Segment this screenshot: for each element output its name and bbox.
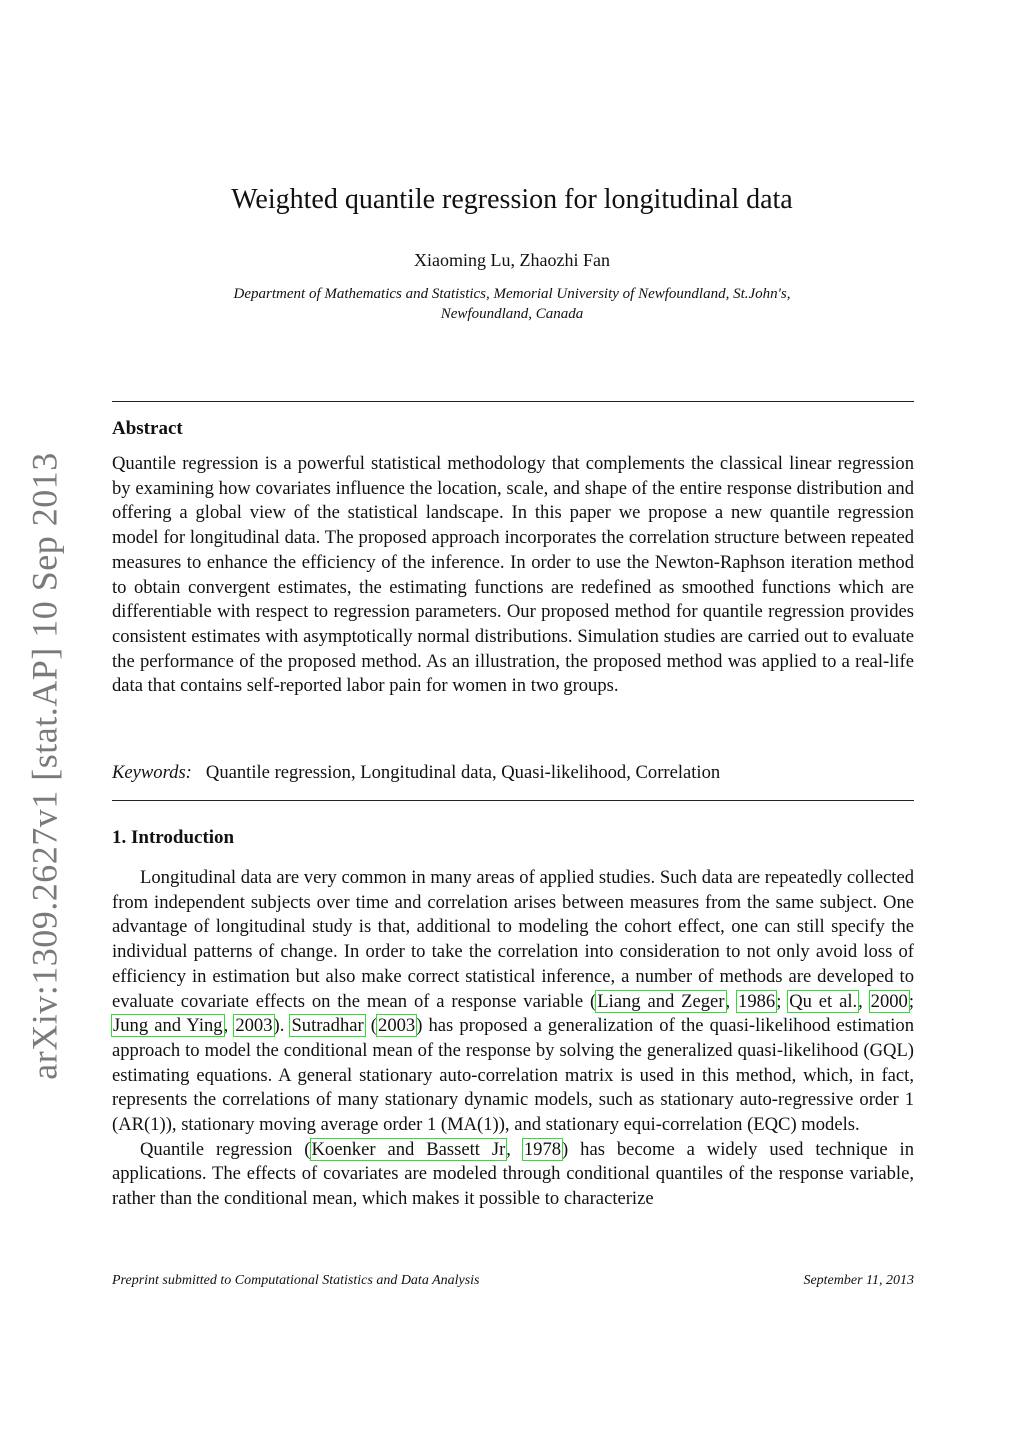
citation-koenker-bassett[interactable]: Koenker and Bassett Jr [311, 1138, 506, 1160]
citation-sutradhar-year[interactable]: 2003 [378, 1015, 416, 1037]
citation-separator: , [223, 1015, 235, 1037]
citation-qu-et-al[interactable]: Qu et al. [789, 990, 858, 1012]
keywords-label: Keywords: [112, 762, 192, 783]
abstract-heading: Abstract [112, 418, 183, 439]
citation-separator: , [858, 990, 870, 1012]
citation-sutradhar[interactable]: Sutradhar [291, 1015, 364, 1037]
citation-separator: ; [908, 990, 915, 1012]
abstract-top-rule [112, 401, 914, 402]
citation-separator: ). [273, 1015, 291, 1037]
introduction-body [112, 866, 914, 1212]
citation-jung-ying[interactable]: Jung and Ying [113, 1015, 223, 1037]
intro-p1-text-a: Longitudinal data are very common in many areas of applied studies. Such data are repeatedly collected from independent subjects over time and correlation arises between measures from the same subject. One advantage of longitudinal study is that, additional to modeling the cohort effect, one can still specify the individual patterns of change. In order to take the correlation into consideration to not only avoid loss of efficiency in estimation but also make correct statistical inference, a number of methods are developed to evaluate covariate effects on the mean of a response variable ( [112, 867, 914, 1012]
keywords-text: Quantile regression, Longitudinal data, Quasi-likelihood, Correlation [205, 762, 721, 783]
arxiv-identifier: arXiv:1309.2627v1 [stat.AP] 10 Sep 2013 [25, 451, 65, 1080]
affiliation [140, 284, 884, 324]
introduction-heading: 1. Introduction [112, 827, 235, 848]
author-list: Xiaoming Lu, Zhaozhi Fan [414, 250, 610, 270]
citation-separator: , [725, 990, 738, 1012]
keywords [112, 761, 914, 786]
citation-jung-ying-year[interactable]: 2003 [235, 1015, 273, 1037]
citation-liang-zeger-year[interactable]: 1986 [738, 990, 776, 1012]
footer-date: September 11, 2013 [803, 1273, 914, 1288]
citation-separator: ( [364, 1015, 378, 1037]
paper-title: Weighted quantile regression for longitudinal data [231, 184, 793, 215]
footer-preprint-note: Preprint submitted to Computational Statistics and Data Analysis [112, 1273, 480, 1288]
citation-qu-et-al-year[interactable]: 2000 [870, 990, 908, 1012]
page-footer [112, 1273, 914, 1289]
abstract-text: Quantile regression is a powerful statistical methodology that complements the classical linear regression by examining how covariates influence the location, scale, and shape of the entire response distribution and offering a global view of the statistical landscape. In this paper we propose a new quantile regression model for longitudinal data. The proposed approach incorporates the correlation structure between repeated measures to enhance the efficiency of the inference. In order to use the Newton-Raphson iteration method to obtain convergent estimates, the estimating functions are redefined as smoothed functions which are differentiable with respect to regression parameters. Our proposed method for quantile regression provides consistent estimates with asymptotically normal distributions. Simulation studies are carried out to evaluate the performance of the proposed method. As an illustration, the proposed method was applied to a real-life data that contains self-reported labor pain for women in two groups. [112, 453, 914, 697]
abstract-body [112, 452, 914, 699]
citation-separator: , [506, 1138, 523, 1160]
intro-paragraph-1 [112, 866, 914, 1138]
intro-p2-text-a: Quantile regression ( [140, 1138, 311, 1160]
intro-paragraph-2 [112, 1138, 914, 1212]
affiliation-line-1: Department of Mathematics and Statistics, Memorial University of Newfoundland, St.John's, [233, 286, 791, 302]
abstract-bottom-rule [112, 800, 914, 801]
affiliation-line-2: Newfoundland, Canada [440, 306, 584, 322]
intro-p2-text-b: ) has become a widely used technique in applications. The effects of covariates are modeled through conditional quantiles of the response variable, rather than the conditional mean, which makes it possible to characterize [112, 1138, 915, 1210]
intro-p1-text-b: ) has proposed a generalization of the quasi-likelihood estimation approach to model the conditional mean of the response by solving the generalized quasi-likelihood (GQL) estimating equations. A general stationary auto-correlation matrix is used in this method, which, in fact, represents the correlations of many stationary dynamic models, such as stationary auto-regressive order 1 (AR(1)), stationary moving average order 1 (MA(1)), and stationary equi-correlation (EQC) models. [112, 1015, 915, 1136]
citation-koenker-bassett-year[interactable]: 1978 [523, 1138, 562, 1160]
citation-liang-zeger[interactable]: Liang and Zeger [597, 990, 725, 1012]
arxiv-sidebar [20, 451, 70, 1080]
citation-separator: ; [776, 990, 789, 1012]
